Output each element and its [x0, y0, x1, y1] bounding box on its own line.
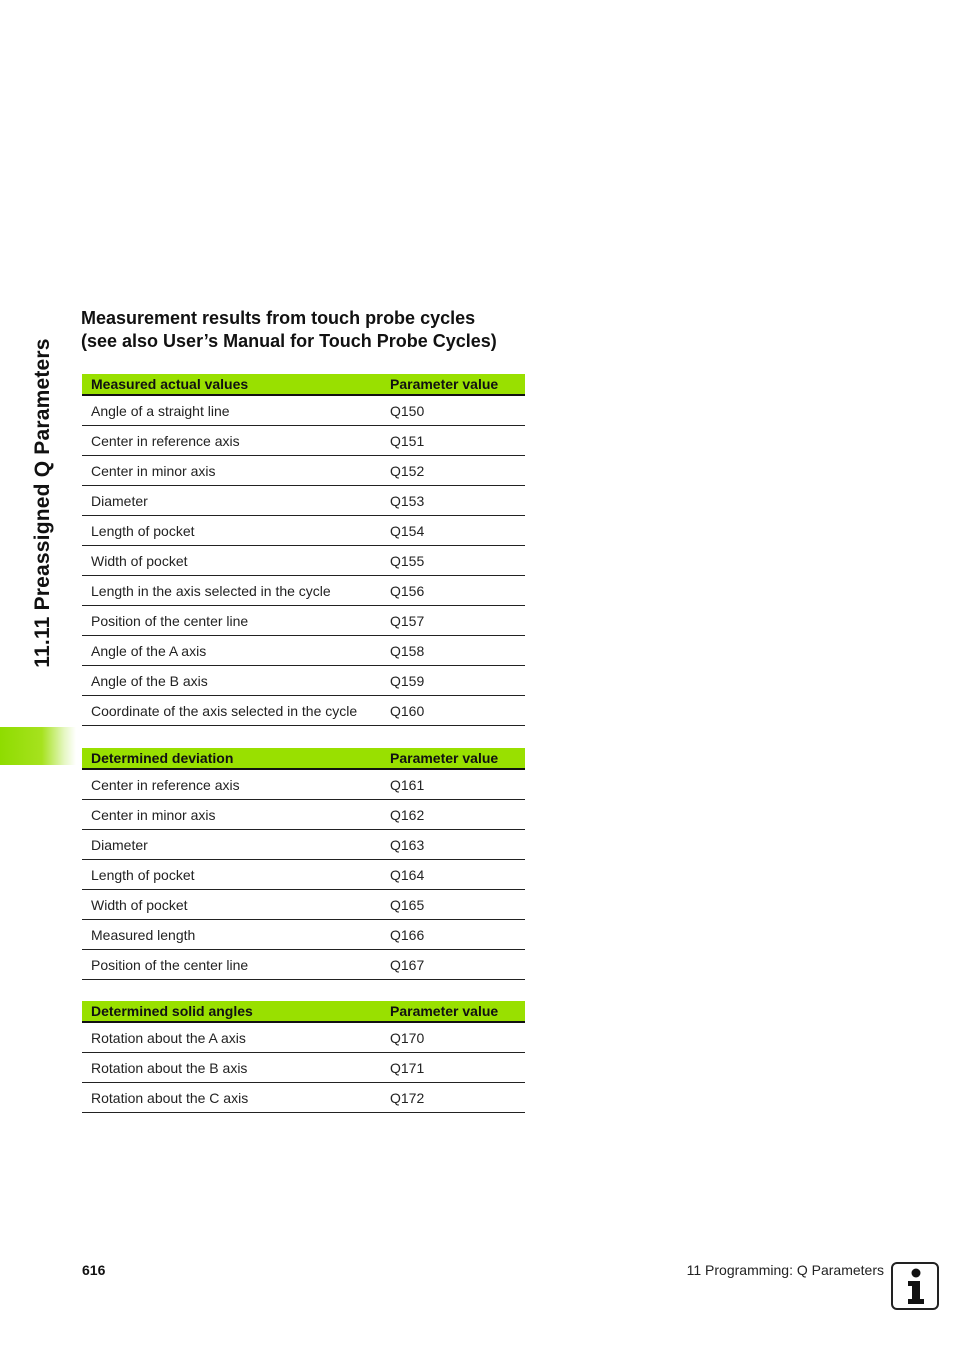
row-parameter: Q166 [381, 920, 525, 950]
solid-angles-table [82, 1001, 525, 1113]
row-label: Angle of the A axis [82, 636, 381, 666]
row-label: Length of pocket [82, 516, 381, 546]
row-parameter: Q158 [381, 636, 525, 666]
row-parameter: Q162 [381, 800, 525, 830]
table-row [82, 1053, 525, 1083]
row-parameter: Q154 [381, 516, 525, 546]
row-label: Length of pocket [82, 860, 381, 890]
table-row [82, 636, 525, 666]
row-parameter: Q172 [381, 1083, 525, 1113]
row-label: Diameter [82, 830, 381, 860]
table-row [82, 1083, 525, 1113]
row-label: Position of the center line [82, 606, 381, 636]
table-row [82, 696, 525, 726]
section-heading [81, 307, 541, 353]
table-row [82, 576, 525, 606]
table-row [82, 666, 525, 696]
section-heading-line2: (see also User’s Manual for Touch Probe Cycles) [81, 331, 497, 351]
info-icon [891, 1262, 939, 1310]
table-row [82, 426, 525, 456]
table-row [82, 486, 525, 516]
row-parameter: Q156 [381, 576, 525, 606]
row-label: Measured length [82, 920, 381, 950]
row-label: Center in minor axis [82, 800, 381, 830]
column-header-name: Measured actual values [82, 374, 381, 395]
row-label: Position of the center line [82, 950, 381, 980]
table-row [82, 1022, 525, 1053]
table-row [82, 800, 525, 830]
row-parameter: Q160 [381, 696, 525, 726]
row-label: Rotation about the A axis [82, 1022, 381, 1053]
page-number: 616 [82, 1262, 106, 1278]
column-header-name: Determined solid angles [82, 1001, 381, 1022]
row-parameter: Q165 [381, 890, 525, 920]
footer-chapter-title: 11 Programming: Q Parameters [686, 1262, 884, 1278]
column-header-parameter: Parameter value [381, 748, 525, 769]
table-header-row [82, 374, 525, 395]
chapter-tab-marker [0, 727, 76, 765]
table-row [82, 920, 525, 950]
table-row [82, 830, 525, 860]
column-header-parameter: Parameter value [381, 374, 525, 395]
table-row [82, 950, 525, 980]
row-parameter: Q167 [381, 950, 525, 980]
table-header-row [82, 1001, 525, 1022]
row-parameter: Q155 [381, 546, 525, 576]
table-header-row [82, 748, 525, 769]
row-label: Width of pocket [82, 546, 381, 576]
determined-deviation-table [82, 748, 525, 980]
row-label: Length in the axis selected in the cycle [82, 576, 381, 606]
row-parameter: Q159 [381, 666, 525, 696]
row-label: Center in reference axis [82, 769, 381, 800]
table-row [82, 769, 525, 800]
row-label: Angle of a straight line [82, 395, 381, 426]
row-label: Coordinate of the axis selected in the cycle [82, 696, 381, 726]
row-parameter: Q163 [381, 830, 525, 860]
row-parameter: Q150 [381, 395, 525, 426]
row-parameter: Q157 [381, 606, 525, 636]
row-parameter: Q152 [381, 456, 525, 486]
table-row [82, 456, 525, 486]
row-parameter: Q171 [381, 1053, 525, 1083]
row-parameter: Q164 [381, 860, 525, 890]
row-parameter: Q151 [381, 426, 525, 456]
column-header-parameter: Parameter value [381, 1001, 525, 1022]
row-label: Rotation about the C axis [82, 1083, 381, 1113]
row-parameter: Q161 [381, 769, 525, 800]
row-label: Rotation about the B axis [82, 1053, 381, 1083]
table-row [82, 606, 525, 636]
measured-values-table [82, 374, 525, 726]
row-label: Center in minor axis [82, 456, 381, 486]
row-label: Diameter [82, 486, 381, 516]
table-row [82, 395, 525, 426]
table-row [82, 516, 525, 546]
section-heading-line1: Measurement results from touch probe cycles [81, 308, 476, 328]
row-parameter: Q170 [381, 1022, 525, 1053]
row-label: Width of pocket [82, 890, 381, 920]
row-label: Center in reference axis [82, 426, 381, 456]
chapter-side-title-text: 11.11 Preassigned Q Parameters [31, 337, 54, 668]
table-row [82, 546, 525, 576]
row-parameter: Q153 [381, 486, 525, 516]
table-row [82, 860, 525, 890]
column-header-name: Determined deviation [82, 748, 381, 769]
table-row [82, 890, 525, 920]
chapter-side-title [28, 310, 58, 695]
row-label: Angle of the B axis [82, 666, 381, 696]
